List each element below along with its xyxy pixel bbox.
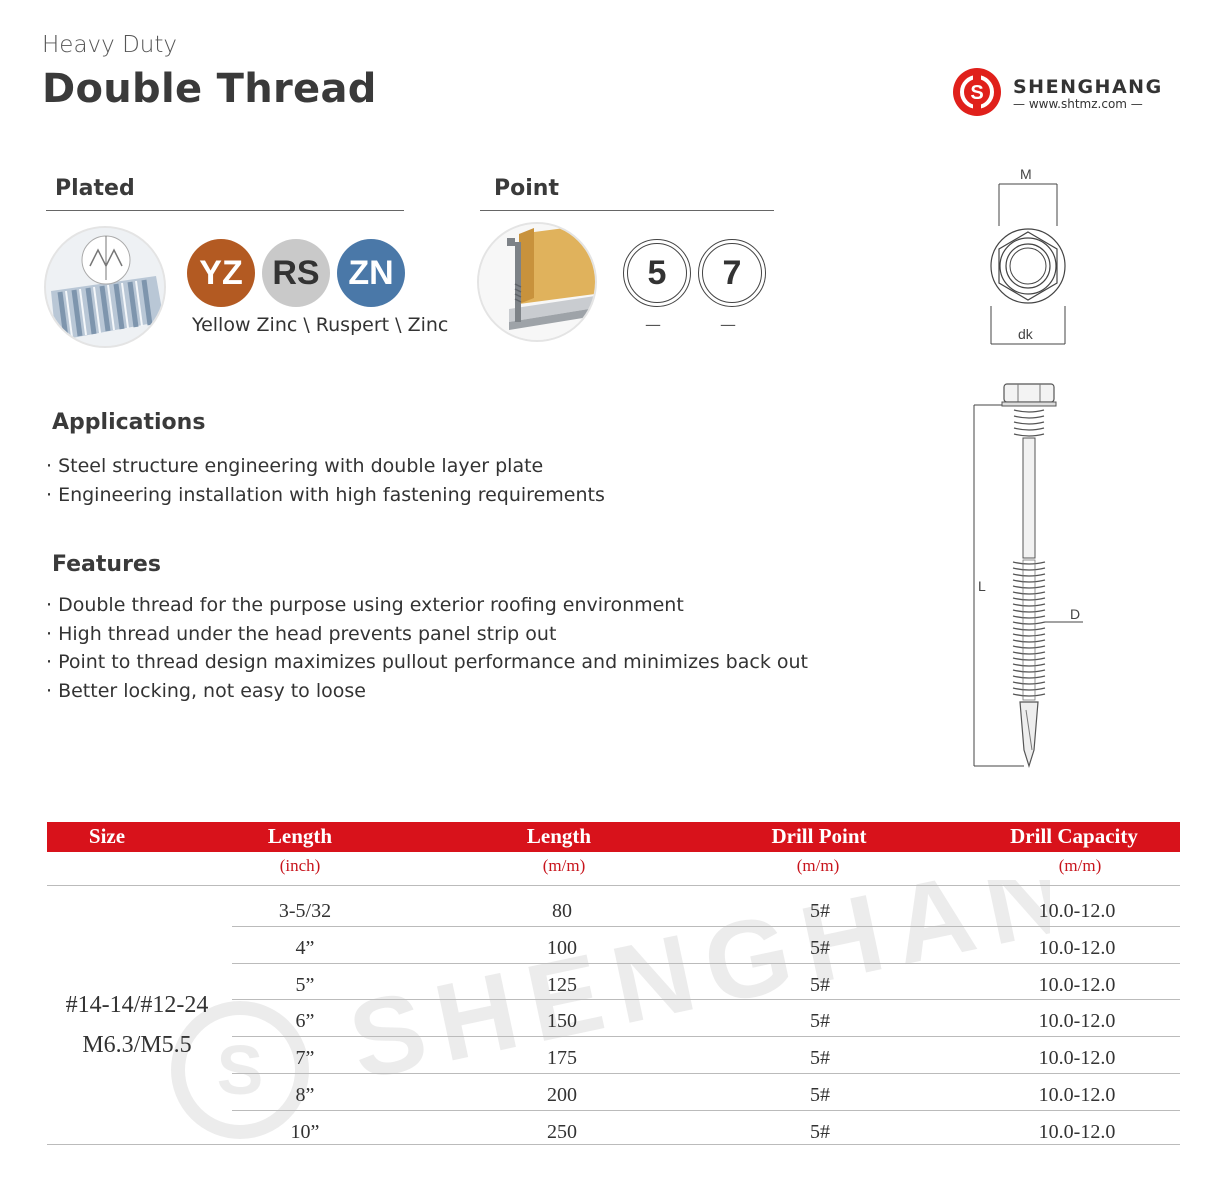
point-label: Point <box>494 176 559 201</box>
cell-drill-point: 5# <box>810 1084 830 1106</box>
brand-name: SHENGHANG <box>1013 76 1163 98</box>
brand-logo <box>953 68 1173 118</box>
list-item: · Engineering installation with high fastening requirements <box>46 483 605 506</box>
unit-drill-capacity: (m/m) <box>1058 856 1102 875</box>
cell-drill-capacity: 10.0-12.0 <box>1038 1084 1116 1106</box>
table-bottom-line <box>47 1144 1180 1145</box>
logo-mark-icon <box>953 68 1001 116</box>
list-item: · Double thread for the purpose using exterior roofing environment <box>46 594 684 616</box>
row-divider <box>232 926 1180 927</box>
svg-text:S: S <box>970 82 984 104</box>
plated-divider <box>46 210 404 211</box>
cell-length-mm: 175 <box>547 1047 577 1070</box>
applications-heading: Applications <box>52 410 206 435</box>
plated-label: Plated <box>55 176 135 201</box>
row-divider <box>232 1036 1180 1037</box>
cell-length-inch: 8” <box>295 1084 315 1106</box>
cell-length-mm: 200 <box>547 1084 577 1106</box>
d-dimension-label: D <box>1070 606 1081 622</box>
size-line-imperial: #14-14/#12-24 <box>65 992 209 1018</box>
list-item: · High thread under the head prevents panel strip out <box>46 622 557 645</box>
page-title: Double Thread <box>42 66 377 112</box>
cell-drill-capacity: 10.0-12.0 <box>1038 1047 1116 1070</box>
row-divider <box>232 1110 1180 1111</box>
size-line-metric: M6.3/M5.5 <box>82 1032 192 1058</box>
cell-drill-point: 5# <box>810 936 830 959</box>
list-item: · Point to thread design maximizes pullout performance and minimizes back out <box>46 651 808 673</box>
point-divider <box>480 210 774 211</box>
badge-zn: ZN <box>337 239 405 307</box>
cell-length-inch: 6” <box>295 1010 315 1033</box>
point-option-5 <box>623 239 691 307</box>
cell-drill-capacity: 10.0-12.0 <box>1038 973 1116 996</box>
l-dimension-label: L <box>978 578 986 594</box>
cell-drill-capacity: 10.0-12.0 <box>1038 900 1116 922</box>
badge-rs: RS <box>262 239 330 307</box>
cell-length-inch: 3-5/32 <box>278 900 332 922</box>
head-top-view <box>985 166 1075 348</box>
point-photo <box>477 222 597 342</box>
cell-drill-point: 5# <box>810 1010 830 1033</box>
cell-length-mm: 125 <box>547 973 577 996</box>
brand-url: — www.shtmz.com — <box>1013 97 1143 111</box>
point-option-7 <box>698 239 766 307</box>
cell-length-inch: 5” <box>295 973 315 996</box>
m-dimension-label: M <box>1020 166 1032 182</box>
point-option-5-mark: — <box>645 315 661 334</box>
col-header-drill-capacity: Drill Capacity <box>1010 824 1138 848</box>
applications-list <box>46 452 605 509</box>
features-list <box>46 591 808 705</box>
col-header-length-inch: Length <box>267 824 333 848</box>
unit-length-inch: (inch) <box>279 856 321 875</box>
svg-text:S: S <box>216 1031 264 1109</box>
cell-length-mm: 250 <box>547 1120 577 1143</box>
subtitle: Heavy Duty <box>42 32 177 58</box>
cell-length-inch: 10” <box>290 1120 320 1143</box>
col-header-drill-point: Drill Point <box>771 824 867 848</box>
size-cell <box>47 985 227 1065</box>
cell-length-mm: 100 <box>547 936 577 959</box>
unit-length-mm: (m/m) <box>542 856 586 875</box>
point-option-5-value: 5 <box>627 243 687 303</box>
col-header-length-mm: Length <box>526 824 592 848</box>
cell-drill-point: 5# <box>810 1120 830 1143</box>
row-divider <box>232 963 1180 964</box>
point-option-7-value: 7 <box>702 243 762 303</box>
cell-length-mm: 150 <box>547 1010 577 1033</box>
badge-yz: YZ <box>187 239 255 307</box>
row-divider <box>232 999 1180 1000</box>
col-header-size: Size <box>88 824 126 848</box>
unit-drill-point: (m/m) <box>796 856 840 875</box>
cell-drill-point: 5# <box>810 973 830 996</box>
cell-drill-capacity: 10.0-12.0 <box>1038 1010 1116 1033</box>
screw-side-view <box>968 380 1093 770</box>
list-item: · Better locking, not easy to loose <box>46 679 366 702</box>
row-divider <box>232 1073 1180 1074</box>
table-header <box>47 822 1180 852</box>
list-item: · Steel structure engineering with double layer plate <box>46 455 544 477</box>
cell-length-inch: 4” <box>295 936 315 959</box>
cell-drill-point: 5# <box>810 1047 830 1070</box>
features-heading: Features <box>52 552 161 577</box>
plated-caption: Yellow Zinc \ Ruspert \ Zinc <box>192 314 449 336</box>
cell-length-inch: 7” <box>295 1047 315 1070</box>
svg-text:SHENGHANG: SHENGHANG <box>339 880 1050 1104</box>
roof-panel-photo <box>44 226 166 348</box>
dk-dimension-label: dk <box>1018 326 1033 342</box>
cell-drill-capacity: 10.0-12.0 <box>1038 1120 1116 1143</box>
brand-url-text: www.shtmz.com <box>1028 97 1127 111</box>
cell-length-mm: 80 <box>552 900 572 922</box>
table-divider <box>47 885 1180 886</box>
cell-drill-point: 5# <box>810 900 830 922</box>
point-option-7-mark: — <box>720 315 736 334</box>
cell-drill-capacity: 10.0-12.0 <box>1038 936 1116 959</box>
